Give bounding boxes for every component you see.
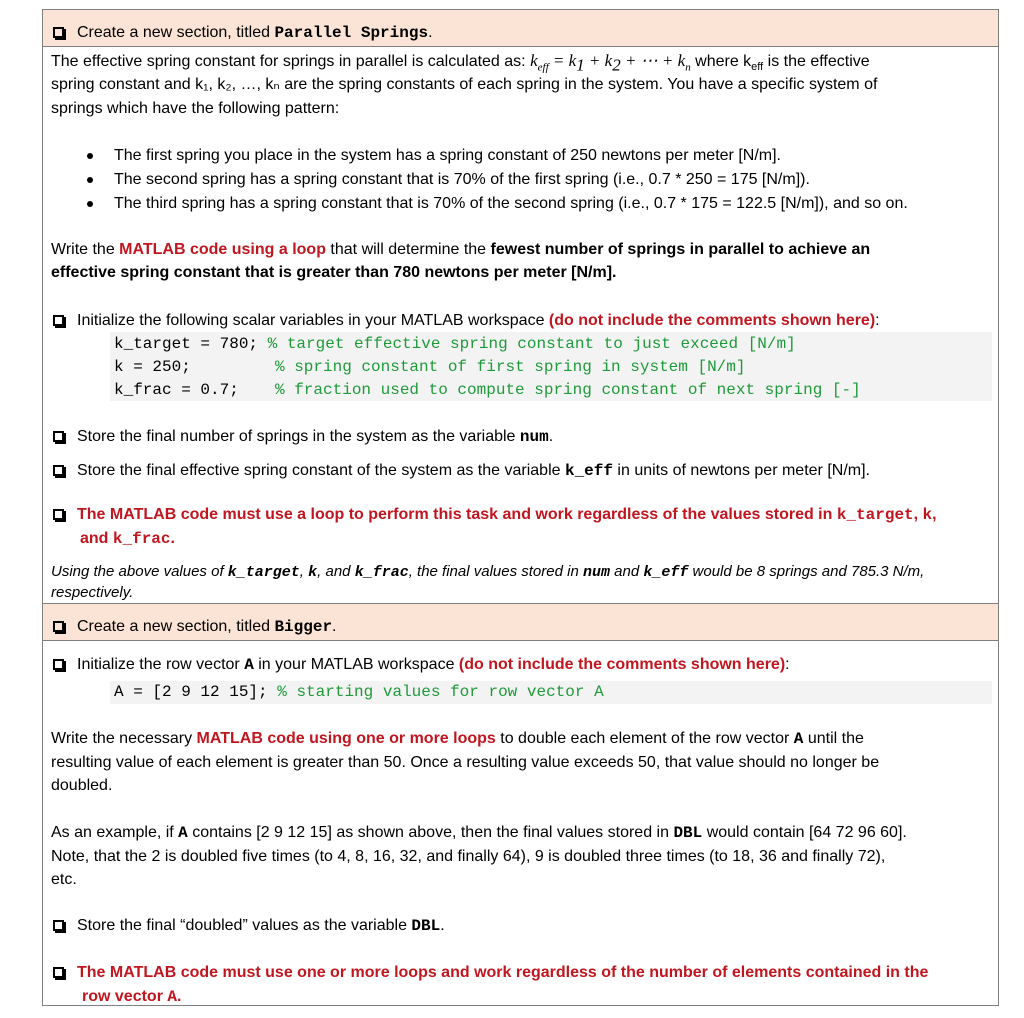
loop-requirement-line-1: The MATLAB code must use a loop to perform this task and work regardless of the values stored in k_target, k, (53, 503, 937, 527)
checkbox-icon[interactable] (53, 659, 64, 670)
init-vector-instruction: Initialize the row vector A in your MATLAB workspace (do not include the comments shown here): (53, 653, 790, 677)
checkbox-icon[interactable] (53, 920, 64, 931)
bigger-task-line-1: Write the necessary MATLAB code using one or more loops to double each element of the row vector A until the (51, 730, 864, 748)
example-line-1: Using the above values of k_target, k, and k_frac, the final values stored in num and k_eff would be 8 springs and 785.3 N/m, (51, 563, 925, 581)
bullet-item: The second spring has a spring constant that is 70% of the first spring (i.e., 0.7 * 250 = 175 [N/m]). (114, 171, 810, 188)
intro-line-1: The effective spring constant for springs in parallel is calculated as: $k_{eff} = k_1 + k_2$ + ⋯ + $k_n$ where $k_{eff}$ is the effective (51, 51, 870, 75)
code-line: A = [2 9 12 15]; % starting values for row vector A (114, 683, 604, 701)
example-line-2: respectively. (51, 584, 134, 601)
code-comment: % spring constant of first spring in system [N/m] (275, 358, 746, 376)
code-line: k_target = 780; % target effective spring constant to just exceed [N/m] (114, 335, 796, 353)
checkbox-icon[interactable] (53, 27, 64, 38)
store-dbl-instruction: Store the final “doubled” values as the variable DBL. (53, 914, 445, 938)
bullet-icon (87, 177, 93, 183)
init-instruction: Initialize the following scalar variables in your MATLAB workspace (do not include the comments shown here): (53, 309, 880, 333)
loops-requirement-line-1: The MATLAB code must use one or more loops and work regardless of the number of elements contained in the (53, 961, 928, 985)
bigger-example-line-3: etc. (51, 871, 77, 888)
bigger-task-line-3: doubled. (51, 777, 113, 794)
checkbox-icon[interactable] (53, 465, 64, 476)
loops-requirement-line-2: row vector A. (82, 988, 182, 1006)
bullet-item: The first spring you place in the system has a spring constant of 250 newtons per meter [N/m]. (114, 147, 781, 164)
section-title-bigger: Create a new section, titled Bigger. (53, 615, 337, 639)
bigger-example-line-2: Note, that the 2 is doubled five times (to 4, 8, 16, 32, and finally 64), 9 is doubled three times (to 18, 36 and finally 72), (51, 848, 886, 865)
checkbox-icon[interactable] (53, 967, 64, 978)
bigger-example-line-1: As an example, if A contains [2 9 12 15] as shown above, then the final values stored in DBL would contain [64 72 96 60]. (51, 824, 907, 842)
bullet-item: The third spring has a spring constant that is 70% of the second spring (i.e., 0.7 * 175 = 122.5 [N/m]), and so on. (114, 195, 908, 212)
intro-line-2: spring constant and k₁, k₂, …, kₙ are the spring constants of each spring in the system. You have a specific system of (51, 76, 878, 93)
task-line-1: Write the MATLAB code using a loop that will determine the fewest number of springs in parallel to achieve an (51, 241, 871, 258)
section-title-parallel-springs: Create a new section, titled Parallel Springs. (53, 21, 433, 45)
store-num-instruction: Store the final number of springs in the system as the variable num. (53, 425, 553, 449)
bigger-task-line-2: resulting value of each element is greater than 50. Once a resulting value exceeds 50, that value should no longer be (51, 754, 880, 771)
effective-spring-formula: $k_{eff} = k_1 + k_2$ + ⋯ + $k_n$ (530, 51, 691, 75)
store-keff-instruction: Store the final effective spring constant of the system as the variable k_eff in units of newtons per meter [N/m]. (53, 459, 870, 483)
checkbox-icon[interactable] (53, 621, 64, 632)
code-comment: % fraction used to compute spring constant of next spring [-] (275, 381, 861, 399)
bullet-icon (87, 153, 93, 159)
bullet-icon (87, 201, 93, 207)
checkbox-icon[interactable] (53, 431, 64, 442)
intro-line-3: springs which have the following pattern: (51, 100, 340, 117)
code-line: k = 250; (114, 358, 191, 376)
checkbox-icon[interactable] (53, 509, 64, 520)
code-line: k_frac = 0.7; (114, 381, 239, 399)
task-line-2: effective spring constant that is greater than 780 newtons per meter [N/m]. (51, 264, 617, 281)
loop-requirement-line-2: and k_frac. (80, 530, 175, 548)
checkbox-icon[interactable] (53, 315, 64, 326)
